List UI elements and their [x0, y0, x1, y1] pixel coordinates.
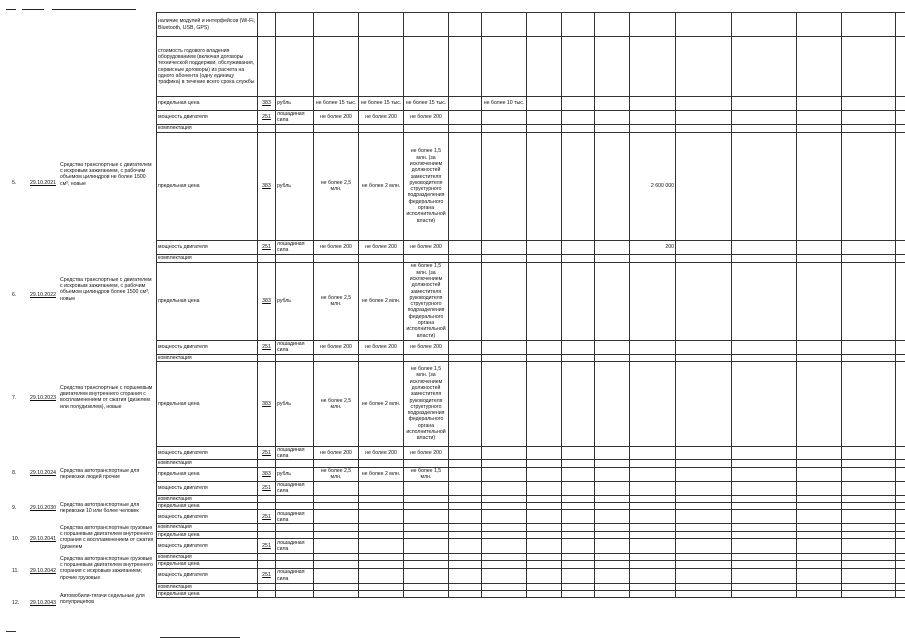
table-cell: 251 — [258, 340, 276, 354]
row-code: 29.10.2041 — [30, 536, 56, 542]
table-cell: 251 — [258, 568, 276, 583]
row-name: Средства автотранспортные грузовые с поршневым двигателем внутреннего сгорания с искровым зажиганием; прочие грузовые — [60, 556, 153, 581]
table-cell: рубль — [276, 467, 314, 481]
row-name: Средства автотранспортные для перевозки 10 или более человек — [60, 502, 140, 515]
table-cell: мощность двигателя — [157, 240, 258, 254]
row-code: 29.10.2043 — [30, 600, 56, 606]
table-cell: мощность двигателя — [157, 446, 258, 460]
row-name: Средства автотранспортные грузовые с поршневым двигателем внутреннего сгорания с воспламенением от сжатия (дизелем — [60, 525, 154, 550]
row-name: Средства автотранспортные для перевозки людей прочие — [60, 468, 140, 481]
table-cell: лошадиная сила — [276, 510, 314, 524]
table-cell: 383 — [258, 132, 276, 240]
row-number: 9. — [12, 505, 17, 511]
footer-rule — [160, 637, 240, 638]
table-cell: предельная цена — [157, 561, 258, 568]
table-cell: предельная цена — [157, 97, 258, 111]
row-labels — [0, 0, 156, 640]
table-cell: 200 — [630, 240, 676, 254]
table-cell: мощность двигателя — [157, 481, 258, 495]
table-cell: не более 2,5 млн. — [314, 467, 359, 481]
table-cell: лошадиная сила — [276, 481, 314, 495]
table-cell: не более 200 — [359, 340, 404, 354]
table-cell: комплектация — [157, 354, 258, 361]
table-cell: рубль — [276, 97, 314, 111]
table-cell: предельная цена — [157, 503, 258, 510]
table-cell: мощность двигателя — [157, 111, 258, 125]
table-cell: не более 15 тыс. — [314, 97, 359, 111]
table-cell: комплектация — [157, 254, 258, 262]
table-cell: 251 — [258, 111, 276, 125]
row-code: 29.10.2022 — [30, 292, 56, 298]
row-number: 6. — [12, 292, 17, 298]
table-cell: предельная цена — [157, 361, 258, 446]
row-name: Автомобили-тягачи седельные для полуприцепов — [60, 593, 145, 606]
table-cell: мощность двигателя — [157, 538, 258, 553]
table-cell: 251 — [258, 481, 276, 495]
table-cell: не более 1,5 млн. (за исключением должностей заместителя руководителя структурного подразделения федерального органа исполнительной власти) — [404, 361, 449, 446]
table-cell: не более 2 млн. — [359, 132, 404, 240]
table-cell: комплектация — [157, 583, 258, 590]
table-cell: комплектация — [157, 124, 258, 132]
table-cell: 383 — [258, 97, 276, 111]
row-name: Средства транспортные с поршневым двигателем внутреннего сгорания с воспламенением от сжатия (дизелем или полудизелем), новые — [60, 385, 153, 410]
table-cell: не более 2,5 млн. — [314, 262, 359, 340]
table-cell: комплектация — [157, 460, 258, 467]
table-cell: комплектация — [157, 553, 258, 560]
table-cell: не более 2 млн. — [359, 467, 404, 481]
table-cell: не более 1,5 млн. (за исключением должностей заместителя руководителя структурного подразделения федерального органа исполнительной власти) — [404, 132, 449, 240]
table-cell: 251 — [258, 240, 276, 254]
table-cell: комплектация — [157, 495, 258, 502]
table-cell: 251 — [258, 538, 276, 553]
table-cell: 2 600 000 — [630, 132, 676, 240]
row-number: 7. — [12, 395, 17, 401]
table-cell: мощность двигателя — [157, 340, 258, 354]
table-cell: лошадиная сила — [276, 538, 314, 553]
table-cell: лошадиная сила — [276, 111, 314, 125]
table-cell: не более 200 — [359, 446, 404, 460]
row-number: 12. — [12, 600, 20, 606]
requirements-table — [156, 12, 905, 598]
table-cell: предельная цена — [157, 531, 258, 538]
table-cell: 383 — [258, 262, 276, 340]
table-cell: 383 — [258, 361, 276, 446]
table-cell: не более 200 — [314, 446, 359, 460]
table-cell: не более 200 — [404, 111, 449, 125]
table-cell: не более 1,5 млн. — [404, 467, 449, 481]
table-cell: 251 — [258, 446, 276, 460]
table-cell: наличие модулей и интерфейсов (Wi-Fi, Bluetooth, USB, GPS) — [157, 13, 258, 37]
table-cell: не более 15 тыс. — [359, 97, 404, 111]
table-cell: не более 200 — [404, 240, 449, 254]
table-cell: не более 15 тыс. — [404, 97, 449, 111]
table-cell: предельная цена — [157, 467, 258, 481]
row-code: 29.10.2021 — [30, 180, 56, 186]
table-cell: мощность двигателя — [157, 510, 258, 524]
table-cell: не более 2,5 млн. — [314, 132, 359, 240]
table-cell: не более 2,5 млн. — [314, 361, 359, 446]
footer-rule — [6, 631, 16, 632]
table-cell: комплектация — [157, 524, 258, 531]
row-number: 8. — [12, 470, 17, 476]
row-code: 29.10.2023 — [30, 395, 56, 401]
table-cell: не более 200 — [359, 240, 404, 254]
table-cell: стоимость годового владения оборудованием (включая договоры технической поддержки, обслуживания, сервисные договоры) из расчета на одного абонента (одну единицу трафика) в течение всего срока службы — [157, 37, 258, 97]
row-number: 11. — [12, 568, 19, 574]
table-cell: не более 1,5 млн. (за исключением должностей заместителя руководителя структурного подразделения федерального органа исполнительной власти) — [404, 262, 449, 340]
table-cell: рубль — [276, 262, 314, 340]
table-cell: 251 — [258, 510, 276, 524]
row-code: 29.10.2024 — [30, 470, 56, 476]
table-cell: лошадиная сила — [276, 446, 314, 460]
table-cell: лошадиная сила — [276, 568, 314, 583]
table-cell: 383 — [258, 467, 276, 481]
row-code: 29.10.2030 — [30, 505, 56, 511]
table-cell: рубль — [276, 361, 314, 446]
row-number: 5. — [12, 180, 17, 186]
row-code: 29.10.2042 — [30, 568, 56, 574]
table-cell: не более 200 — [314, 240, 359, 254]
table-cell: не более 200 — [359, 111, 404, 125]
table-cell: предельная цена — [157, 262, 258, 340]
row-name: Средства транспортные с двигателем с искровым зажиганием, с рабочим объемом цилиндров более 1500 см³, новые — [60, 277, 152, 302]
table-cell: не более 10 тыс. — [482, 97, 527, 111]
table-cell: предельная цена — [157, 590, 258, 597]
table-cell: не более 2 млн. — [359, 262, 404, 340]
table-cell: не более 2 млн. — [359, 361, 404, 446]
table-cell: лошадиная сила — [276, 340, 314, 354]
table-cell: не более 200 — [314, 111, 359, 125]
table-cell: не более 200 — [404, 340, 449, 354]
row-name: Средства транспортные с двигателем с искровым зажиганием, с рабочим объемом цилиндров не более 1500 см³, новые — [60, 162, 152, 187]
table-cell: лошадиная сила — [276, 240, 314, 254]
row-number: 10. — [12, 536, 20, 542]
table-cell: не более 200 — [314, 340, 359, 354]
table-cell: предельная цена — [157, 132, 258, 240]
table-cell: мощность двигателя — [157, 568, 258, 583]
table-cell: рубль — [276, 132, 314, 240]
table-cell: не более 200 — [404, 446, 449, 460]
